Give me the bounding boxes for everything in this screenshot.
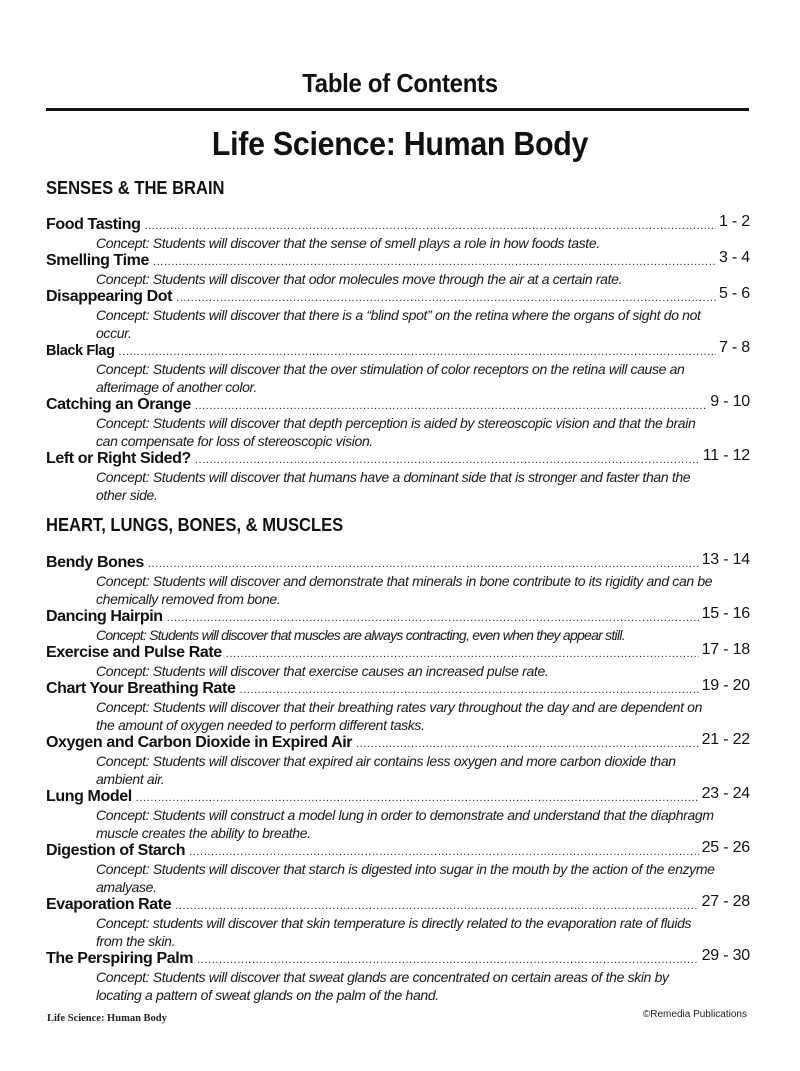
entry-concept: Concept: Students will discover that the sense of smell plays a role in how foods taste. — [96, 235, 600, 251]
toc-entry — [46, 395, 750, 450]
entry-concept: Concept: Students will discover that the over stimulation of color receptors on the retina will cause an afterimage of another color. — [96, 361, 685, 395]
entry-pages: 29 - 30 — [701, 947, 750, 964]
toc-entry — [46, 679, 750, 734]
entry-concept: Concept: Students will discover and demonstrate that minerals in bone contribute to its rigidity and can be chemically removed from bone. — [96, 573, 713, 607]
entry-pages: 23 - 24 — [701, 785, 750, 802]
entry-concept: Concept: Students will discover that muscles are always contracting, even when they appear still. — [96, 627, 625, 643]
section-entries-heart-lungs — [46, 551, 750, 1004]
entry-pages: 27 - 28 — [701, 893, 750, 910]
entry-title: Black Flag — [46, 343, 115, 359]
entry-title: The Perspiring Palm — [46, 950, 194, 967]
entry-concept: Concept: students will discover that skin temperature is directly related to the evaporation rate of fluids from the skin. — [96, 915, 692, 949]
entry-concept: Concept: Students will discover that expired air contains less oxygen and more carbon dioxide than ambient air. — [96, 753, 676, 787]
toc-entry — [46, 341, 750, 396]
title-rule — [46, 108, 749, 111]
entry-concept: Concept: Students will discover that there is a “blind spot” on the retina where the organs of sight do not occur. — [96, 307, 701, 341]
entry-title: Lung Model — [46, 788, 132, 805]
section-entries-senses — [46, 213, 750, 504]
entry-title: Oxygen and Carbon Dioxide in Expired Air — [46, 734, 353, 751]
entry-concept: Concept: Students will discover that starch is digested into sugar in the mouth by the action of the enzyme amalyase. — [96, 861, 715, 895]
entry-title: Bendy Bones — [46, 554, 144, 571]
toc-entry — [46, 787, 750, 842]
entry-title: Catching an Orange — [46, 396, 191, 413]
toc-entry — [46, 449, 750, 504]
entry-title: Disappearing Dot — [46, 288, 173, 305]
section-heading-senses: SENSES & THE BRAIN — [46, 178, 225, 198]
toc-entry — [46, 607, 750, 644]
section-heading-heart-lungs: HEART, LUNGS, BONES, & MUSCLES — [46, 515, 344, 535]
entry-concept: Concept: Students will discover that humans have a dominant side that is stronger and faster than the other side. — [96, 469, 691, 503]
entry-title: Dancing Hairpin — [46, 608, 163, 625]
toc-entry — [46, 553, 750, 608]
entry-pages: 25 - 26 — [701, 839, 750, 856]
entry-title: Evaporation Rate — [46, 896, 172, 913]
entry-concept: Concept: Students will discover that exercise causes an increased pulse rate. — [96, 663, 549, 679]
toc-entry — [46, 643, 750, 680]
entry-pages: 5 - 6 — [718, 285, 750, 302]
entry-concept: Concept: Students will discover that their breathing rates vary throughout the day and are dependent on the amount of oxygen needed to perform different tasks. — [96, 699, 703, 733]
toc-entry — [46, 733, 750, 788]
entry-title: Digestion of Starch — [46, 842, 186, 859]
entry-pages: 7 - 8 — [718, 339, 750, 356]
book-title: Life Science: Human Body — [211, 125, 589, 162]
entry-concept: Concept: Students will construct a model lung in order to demonstrate and understand that the diaphragm muscle creates the ability to breathe. — [96, 807, 714, 841]
entry-title: Chart Your Breathing Rate — [46, 680, 236, 697]
entry-title: Food Tasting — [46, 216, 141, 233]
entry-concept: Concept: Students will discover that depth perception is aided by stereoscopic vision and that the brain can compensate for loss of stereoscopic vision. — [96, 415, 696, 449]
footer-book-title: Life Science: Human Body — [47, 1013, 167, 1024]
toc-entry — [46, 251, 750, 288]
entry-pages: 9 - 10 — [710, 393, 750, 410]
entry-title: Smelling Time — [46, 252, 149, 269]
entry-pages: 17 - 18 — [701, 641, 750, 658]
footer-copyright: ©Remedia Publications — [642, 1009, 747, 1020]
entry-concept: Concept: Students will discover that odor molecules move through the air at a certain rate. — [96, 271, 623, 287]
toc-entry — [46, 215, 750, 252]
entry-pages: 13 - 14 — [701, 551, 750, 568]
toc-entry — [46, 841, 750, 896]
toc-entry — [46, 895, 750, 950]
entry-pages: 11 - 12 — [702, 447, 750, 464]
page-title: Table of Contents — [302, 68, 498, 98]
toc-entry — [46, 287, 750, 342]
toc-entry — [46, 949, 750, 1004]
entry-pages: 1 - 2 — [718, 213, 750, 230]
entry-pages: 19 - 20 — [701, 677, 750, 694]
entry-title: Exercise and Pulse Rate — [46, 644, 222, 661]
entry-pages: 3 - 4 — [718, 249, 750, 266]
entry-pages: 15 - 16 — [701, 605, 750, 622]
entry-concept: Concept: Students will discover that sweat glands are concentrated on certain areas of the skin by locating a pattern of sweat glands on the palm of the hand. — [96, 969, 669, 1003]
entry-title: Left or Right Sided? — [46, 450, 191, 467]
entry-pages: 21 - 22 — [701, 731, 750, 748]
